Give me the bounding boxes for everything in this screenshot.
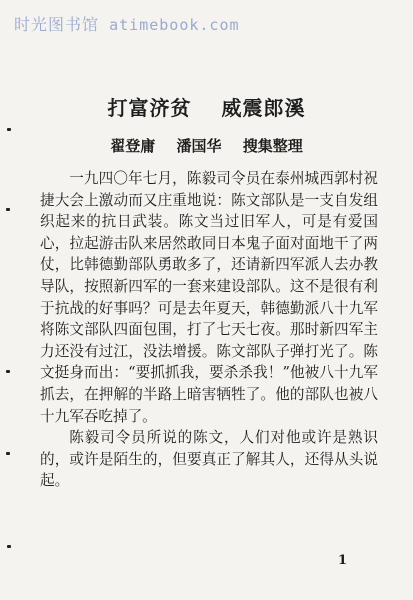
watermark-site: atimebook.com (109, 16, 240, 34)
author-name-2: 潘国华 (176, 137, 222, 155)
watermark (14, 12, 314, 36)
author-name-1: 翟登庸 (110, 137, 156, 155)
scan-speck (7, 128, 11, 131)
paragraph-2: 陈毅司令员所说的陈文，人们对他或许是熟识的，或许是陌生的，但要真正了解其人，还得从头说起。 (40, 429, 378, 490)
body-text (40, 168, 378, 492)
page-title (0, 92, 413, 121)
paragraph-1: 一九四〇年七月，陈毅司令员在泰州城西郭村祝捷大会上激动而又庄重地说：陈文部队是一支自发组织起来的抗日武装。陈文当过旧军人，可是有爱国心，拉起游击队来居然敢同日本鬼子面对面地干了两仗，比韩德勤部队勇敢多了，还请新四军派人去办教导队，按照新四军的一套来建设部队。这不是很有利于抗战的好事吗？可是去年夏天，韩德勤派八十九军将陈文部队四面包围，打了七天七夜。那时新四军主力还没有过江，没法增援。陈文部队子弹打光了。陈文挺身而出：“要抓抓我，要杀杀我！”他被八十九军抓去，在押解的半路上暗害牺牲了。他的部队也被八十九军吞吃掉了。 (40, 170, 378, 425)
scan-speck (6, 370, 10, 373)
watermark-text: 时光图书馆 (14, 15, 100, 34)
page-number: 1 (338, 553, 348, 568)
title-part-1: 打富济贫 (107, 96, 192, 120)
author-line (0, 135, 413, 156)
scan-speck (6, 452, 10, 455)
scan-speck (6, 208, 10, 211)
author-role: 搜集整理 (242, 137, 303, 155)
title-part-2: 威震郎溪 (221, 96, 306, 120)
scan-speck (7, 545, 11, 548)
